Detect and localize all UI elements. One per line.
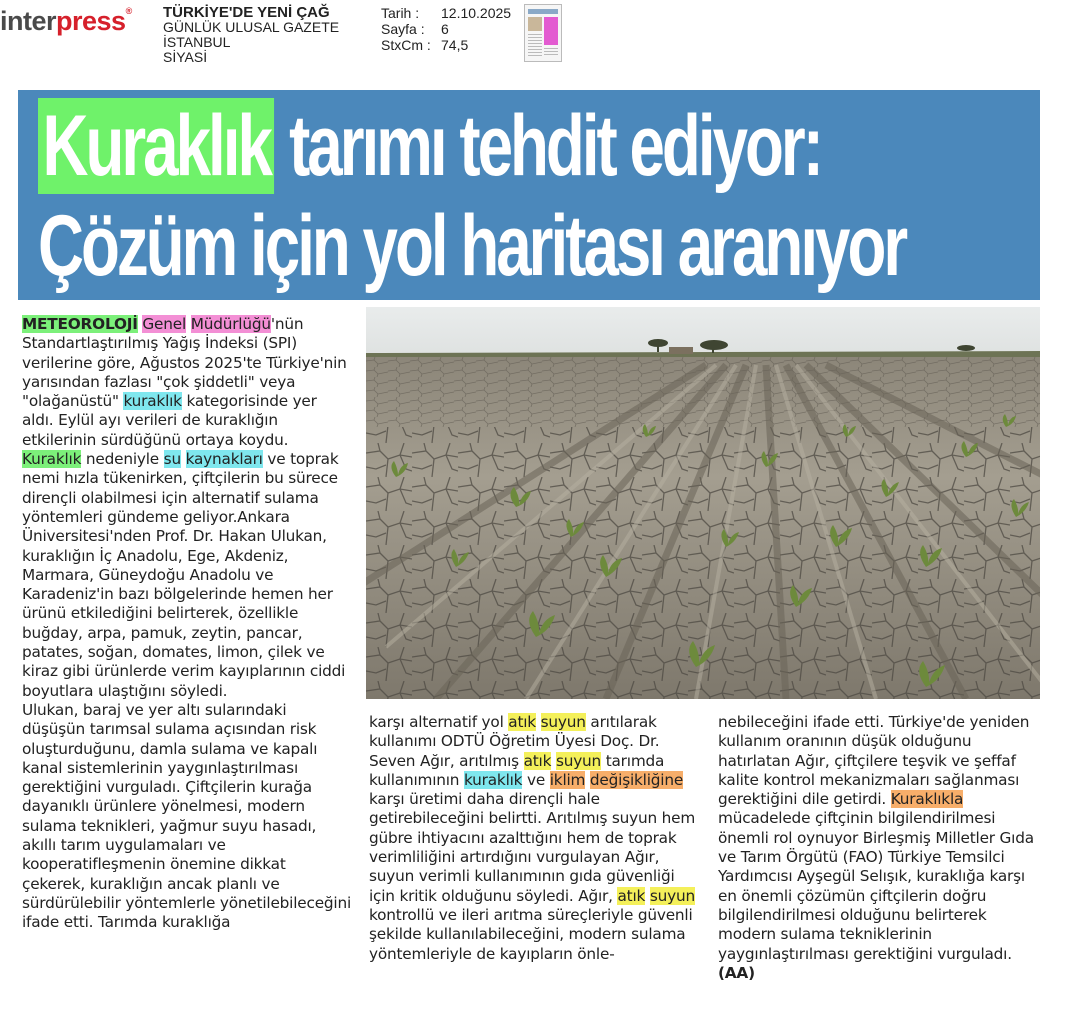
highlighted-keyword: Kuraklıkla (890, 790, 964, 809)
highlighted-keyword: Kuraklık (22, 450, 82, 469)
highlighted-keyword: suyun (555, 751, 602, 770)
meta-date: Tarih : 12.10.2025 (381, 5, 512, 21)
text-run: nedeniyle (81, 450, 164, 469)
highlighted-keyword: atık (508, 713, 536, 731)
highlighted-keyword: su (163, 450, 181, 469)
highlighted-keyword: kuraklık (463, 770, 523, 789)
text-run: Ulukan, baraj ve yer altı sularındaki düşüşün tarımsal sulama açısından risk oluşturduğunu, damla sulama ve kapalı kanal sistemlerinin yaygınlaştırılması gerektiğini vurguladı. Çiftçilerin kurağa dayanıklı ürünlere yönelmesi, modern sulama teknikleri, yağmur suyu hasadı, akıllı tarım uygulamaları ve kooperatifleşmenin önemine dikkat çekerek, kuraklığın ancak planlı ve sürdürülebilir yöntemlerle yönetilebileceğini ifade etti. Tarımda kuraklığa (22, 700, 352, 932)
text-run: ve (522, 770, 550, 789)
text-run: ve toprak nemi hızla tükenirken, çiftçilerin bu sürece dirençli olabilmesi için alternatif sulama yöntemleri gündeme geliyor.Ankara Üniversitesi'nden Prof. Dr. Hakan Ulukan, kuraklığın İç Anadolu, Ege, Akdeniz, Marmara, Güneydoğu Anadolu ve Karadeniz'in bazı bölgelerinde hemen her ürünü etkilediğini belirterek, özellikle buğday, arpa, pamuk, zeytin, pancar, patates, soğan, domates, limon, çilek ve kiraz gibi ürünlerde verim kayıplarının ciddi boyutlara ulaştığını söyledi. (22, 450, 346, 700)
text-run: 'nün Standartlaştırılmış Yağış İndeksi (SPI) verilerine göre, Ağustos 2025'te Türkiye'nin yarısından fazlası "çok şiddetli" veya "olağanüstü" (22, 315, 347, 411)
cracked-field-photo (366, 307, 1040, 699)
highlighted-keyword: suyun (540, 713, 586, 731)
publication-type: GÜNLÜK ULUSAL GAZETE (163, 19, 340, 35)
clipping-meta (381, 5, 511, 53)
text-run: kategorisinde yer aldı. Eylül ayı verileri de kuraklığın etkilerinin sürdüğünü ortaya koydu. (22, 392, 317, 449)
paragraph (22, 315, 352, 450)
paragraph (22, 701, 352, 933)
highlighted-keyword: atık (617, 886, 646, 905)
highlighted-keyword: değişikliğine (589, 770, 684, 789)
page-thumbnail[interactable] (524, 4, 562, 62)
text-run: tarımda kullanımının (369, 751, 665, 789)
text-run (536, 713, 541, 731)
headline-banner (18, 90, 1040, 300)
highlighted-keyword: kaynakları (185, 450, 263, 469)
highlighted-keyword: iklim (549, 770, 586, 789)
text-run: mücadelede çiftçinin bilgilendirilmesi önemli rol oynuyor Birleşmiş Milletler Gıda ve Tarım Örgütü (FAO) Türkiye Temsilci Yardımcısı Ayşegül Selışık, kuraklığa karşı en önemli çözümün çiftçilerin doğru bilgilendirilmesi olduğunu belirterek modern sulama tekniklerinin yaygınlaştırılması gerektiğini vurguladı. (718, 809, 1034, 963)
headline-line-1: Kuraklık tarımı tehdit ediyor: (38, 98, 821, 194)
text-run: karşı alternatif yol (369, 713, 509, 731)
text-run (186, 315, 191, 333)
text-run: kontrollü ve ileri arıtma süreçleriyle güvenli şekilde kullanılabileceğini, modern sulama yöntemleriyle de kayıpların önle- (369, 905, 693, 963)
interpress-logo: interpress® (0, 6, 132, 36)
paragraph (718, 713, 1040, 983)
meta-stxcm: StxCm : 74,5 (381, 37, 469, 53)
text-run: nebileceğini ifade etti. Türkiye'de yeniden kullanım oranının düşük olduğunu hatırlatan Ağır, çiftçilere teşvik ve şeffaf kalite kontrol mekanizmaları sağlanması gerektiğini dile getirdi. (718, 713, 1030, 809)
publication-info (163, 5, 339, 65)
highlighted-keyword: atık (523, 751, 552, 770)
highlighted-keyword: Müdürlüğü (190, 315, 271, 333)
publication-name: TÜRKİYE'DE YENİ ÇAĞ (163, 4, 330, 21)
publication-city: İSTANBUL (163, 34, 231, 50)
highlighted-keyword: Genel (142, 315, 187, 333)
meta-page: Sayfa : 6 (381, 21, 449, 37)
paragraph (369, 713, 703, 964)
text-run: arıtılarak kullanımı ODTÜ Öğretim Üyesi Doç. Dr. Seven Ağır, arıtılmış (369, 713, 660, 770)
publication-category: SİYASİ (163, 49, 208, 65)
text-run (181, 450, 186, 468)
highlighted-keyword: METEOROLOJİ (22, 315, 138, 333)
highlighted-keyword: suyun (649, 886, 695, 905)
highlighted-keyword: kuraklık (123, 392, 182, 411)
article-column-2 (369, 713, 703, 964)
article-column-3 (718, 713, 1040, 983)
text-run: (AA) (718, 963, 755, 982)
headline-line-2: Çözüm için yol haritası aranıyor (38, 198, 906, 294)
headline-highlight: Kuraklık (38, 98, 274, 194)
paragraph (22, 450, 352, 701)
text-run: karşı üretimi daha dirençli hale getirebileceğini belirtti. Arıtılmış suyun hem gübre ihtiyacını azalttığını hem de toprak verimliliğini artırdığını vurgulayan Ağır, suyun verimli kullanımının gıda güvenliği için kritik olduğunu söyledi. Ağır, (369, 790, 696, 905)
article-column-1 (22, 315, 352, 933)
